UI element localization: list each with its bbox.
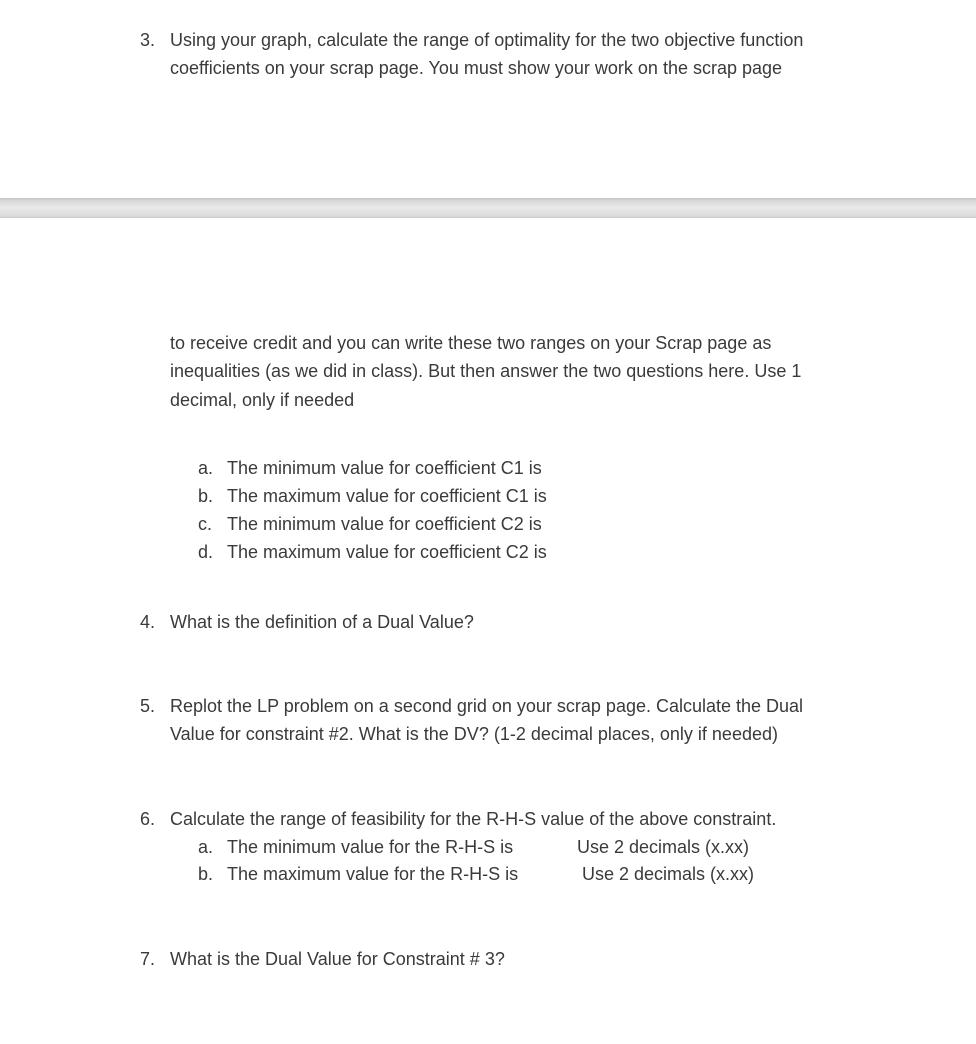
question-3a-text: The minimum value for coefficient C1 is — [227, 458, 542, 478]
page-bottom — [0, 218, 976, 1044]
question-5-number: 5. — [140, 696, 156, 716]
page-top — [0, 0, 976, 198]
question-3-number: 3. — [140, 30, 156, 50]
question-3b-letter: b. — [198, 486, 214, 506]
question-3-text-5: decimal, only if needed — [170, 390, 355, 410]
question-6b-text: The maximum value for the R-H-S is — [227, 864, 519, 884]
question-4-text: What is the definition of a Dual Value? — [170, 612, 474, 632]
question-5-text-2: Value for constraint #2. What is the DV? (1-2 decimal places, only if needed) — [170, 724, 778, 744]
question-6b-letter: b. — [198, 864, 214, 884]
question-3d-letter: d. — [198, 542, 214, 562]
question-3b-text: The maximum value for coefficient C1 is — [227, 486, 547, 506]
question-7-text: What is the Dual Value for Constraint # 3? — [170, 949, 505, 969]
question-6a-hint: Use 2 decimals (x.xx) — [577, 837, 750, 857]
question-3c-letter: c. — [198, 514, 213, 534]
question-3-text-2: coefficients on your scrap page. You must show your work on the scrap page — [170, 58, 783, 78]
question-7-number: 7. — [140, 949, 156, 969]
question-3a-letter: a. — [198, 458, 214, 478]
question-4-number: 4. — [140, 612, 156, 632]
question-6-number: 6. — [140, 809, 156, 829]
question-6a-text: The minimum value for the R-H-S is — [227, 837, 514, 857]
question-6a-letter: a. — [198, 837, 214, 857]
question-3-text-3: to receive credit and you can write these two ranges on your Scrap page as — [170, 333, 772, 353]
question-3-text-4: inequalities (as we did in class). But then answer the two questions here. Use 1 — [170, 361, 802, 381]
question-6-text-1: Calculate the range of feasibility for the R-H-S value of the above constraint. — [170, 809, 777, 829]
question-3-text-1: Using your graph, calculate the range of optimality for the two objective function — [170, 30, 804, 50]
page-break-divider — [0, 198, 976, 218]
question-6b-hint: Use 2 decimals (x.xx) — [582, 864, 755, 884]
question-5-text-1: Replot the LP problem on a second grid on your scrap page. Calculate the Dual — [170, 696, 804, 716]
question-3d-text: The maximum value for coefficient C2 is — [227, 542, 547, 562]
question-3c-text: The minimum value for coefficient C2 is — [227, 514, 542, 534]
